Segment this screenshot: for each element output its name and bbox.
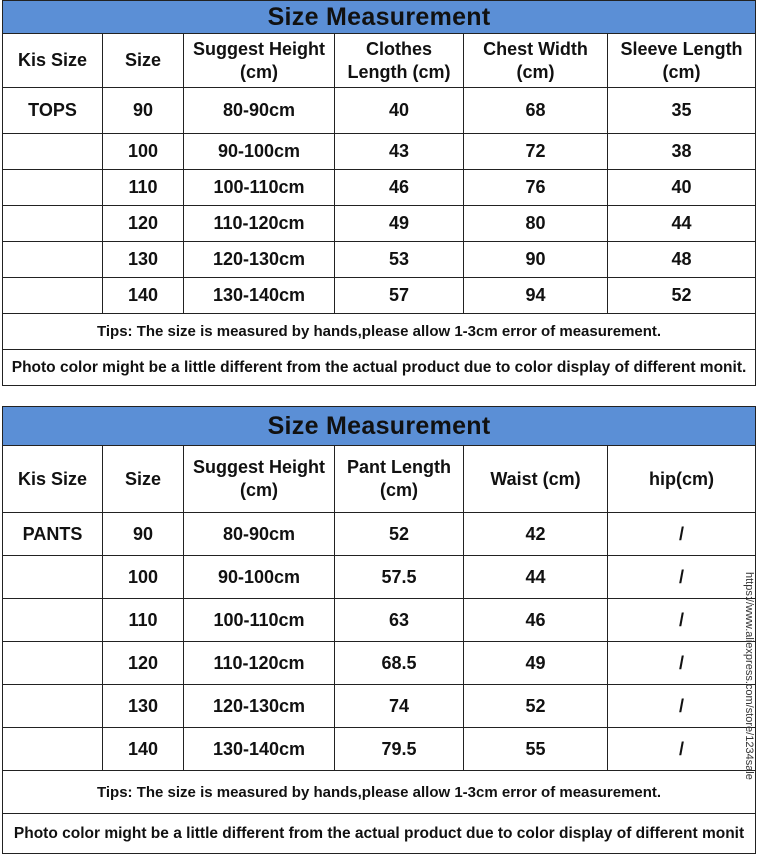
header-clothes-length: Clothes Length (cm) — [335, 34, 464, 88]
cell-chest-width: 76 — [464, 170, 608, 206]
category-label: PANTS — [3, 513, 103, 556]
table-row — [3, 728, 756, 771]
cell-height: 90-100cm — [184, 134, 335, 170]
cell-clothes-length: 40 — [335, 88, 464, 134]
table-row — [3, 642, 756, 685]
cell-waist: 44 — [464, 556, 608, 599]
header-waist: Waist (cm) — [464, 446, 608, 513]
header-sleeve-length: Sleeve Length (cm) — [608, 34, 756, 88]
cell-height: 120-130cm — [184, 685, 335, 728]
cell-clothes-length: 46 — [335, 170, 464, 206]
cell-empty — [3, 170, 103, 206]
cell-height: 100-110cm — [184, 599, 335, 642]
cell-hip: / — [608, 728, 756, 771]
cell-hip: / — [608, 685, 756, 728]
store-url-watermark — [742, 572, 756, 852]
table-row — [3, 88, 756, 134]
cell-size: 140 — [103, 728, 184, 771]
table-row — [3, 513, 756, 556]
cell-empty — [3, 728, 103, 771]
table-row — [3, 599, 756, 642]
cell-height: 90-100cm — [184, 556, 335, 599]
cell-height: 100-110cm — [184, 170, 335, 206]
cell-empty — [3, 642, 103, 685]
table-row — [3, 278, 756, 314]
cell-size: 130 — [103, 242, 184, 278]
cell-waist: 46 — [464, 599, 608, 642]
cell-sleeve-length: 48 — [608, 242, 756, 278]
cell-chest-width: 68 — [464, 88, 608, 134]
cell-clothes-length: 43 — [335, 134, 464, 170]
tops-table-title: Size Measurement — [3, 1, 756, 34]
cell-height: 130-140cm — [184, 728, 335, 771]
tips-text: Tips: The size is measured by hands,please allow 1-3cm error of measurement. — [3, 771, 756, 814]
cell-pant-length: 79.5 — [335, 728, 464, 771]
header-pant-length: Pant Length (cm) — [335, 446, 464, 513]
table-row — [3, 242, 756, 278]
cell-waist: 49 — [464, 642, 608, 685]
cell-hip: / — [608, 599, 756, 642]
cell-pant-length: 63 — [335, 599, 464, 642]
cell-hip: / — [608, 556, 756, 599]
cell-chest-width: 80 — [464, 206, 608, 242]
cell-empty — [3, 599, 103, 642]
category-label: TOPS — [3, 88, 103, 134]
cell-chest-width: 72 — [464, 134, 608, 170]
cell-chest-width: 94 — [464, 278, 608, 314]
cell-sleeve-length: 35 — [608, 88, 756, 134]
cell-height: 110-120cm — [184, 642, 335, 685]
cell-height: 80-90cm — [184, 513, 335, 556]
header-size: Size — [103, 34, 184, 88]
cell-sleeve-length: 52 — [608, 278, 756, 314]
cell-size: 90 — [103, 513, 184, 556]
tops-header-row — [3, 34, 756, 88]
cell-height: 130-140cm — [184, 278, 335, 314]
cell-empty — [3, 134, 103, 170]
cell-pant-length: 74 — [335, 685, 464, 728]
cell-clothes-length: 57 — [335, 278, 464, 314]
header-kis-size: Kis Size — [3, 34, 103, 88]
header-suggest-height: Suggest Height (cm) — [184, 34, 335, 88]
cell-size: 90 — [103, 88, 184, 134]
cell-empty — [3, 685, 103, 728]
cell-size: 110 — [103, 170, 184, 206]
cell-empty — [3, 278, 103, 314]
color-note-text: Photo color might be a little different from the actual product due to color display of different monit — [3, 814, 756, 854]
pants-header-row — [3, 446, 756, 513]
cell-clothes-length: 53 — [335, 242, 464, 278]
cell-empty — [3, 242, 103, 278]
header-chest-width: Chest Width (cm) — [464, 34, 608, 88]
cell-height: 80-90cm — [184, 88, 335, 134]
header-suggest-height: Suggest Height (cm) — [184, 446, 335, 513]
tops-size-table-wrapper — [2, 0, 755, 386]
cell-size: 120 — [103, 642, 184, 685]
cell-size: 120 — [103, 206, 184, 242]
watermark-text: https://www.aliexpress.com/store/1234sale — [743, 572, 755, 780]
cell-size: 100 — [103, 556, 184, 599]
cell-waist: 52 — [464, 685, 608, 728]
cell-size: 130 — [103, 685, 184, 728]
cell-size: 140 — [103, 278, 184, 314]
cell-chest-width: 90 — [464, 242, 608, 278]
cell-empty — [3, 556, 103, 599]
pants-size-table — [2, 406, 756, 854]
table-row — [3, 685, 756, 728]
cell-pant-length: 52 — [335, 513, 464, 556]
cell-clothes-length: 49 — [335, 206, 464, 242]
header-hip: hip(cm) — [608, 446, 756, 513]
cell-sleeve-length: 40 — [608, 170, 756, 206]
header-size: Size — [103, 446, 184, 513]
cell-empty — [3, 206, 103, 242]
table-row — [3, 556, 756, 599]
table-row — [3, 134, 756, 170]
cell-sleeve-length: 44 — [608, 206, 756, 242]
cell-sleeve-length: 38 — [608, 134, 756, 170]
cell-size: 110 — [103, 599, 184, 642]
cell-pant-length: 57.5 — [335, 556, 464, 599]
color-note-text: Photo color might be a little different from the actual product due to color display of different monit. — [3, 350, 756, 386]
cell-height: 110-120cm — [184, 206, 335, 242]
tips-text: Tips: The size is measured by hands,please allow 1-3cm error of measurement. — [3, 314, 756, 350]
table-row — [3, 206, 756, 242]
cell-size: 100 — [103, 134, 184, 170]
cell-waist: 55 — [464, 728, 608, 771]
pants-table-title: Size Measurement — [3, 407, 756, 446]
cell-pant-length: 68.5 — [335, 642, 464, 685]
tops-size-table — [2, 0, 756, 386]
cell-height: 120-130cm — [184, 242, 335, 278]
cell-hip: / — [608, 642, 756, 685]
header-kis-size: Kis Size — [3, 446, 103, 513]
cell-waist: 42 — [464, 513, 608, 556]
pants-size-table-wrapper — [2, 406, 755, 854]
table-row — [3, 170, 756, 206]
cell-hip: / — [608, 513, 756, 556]
